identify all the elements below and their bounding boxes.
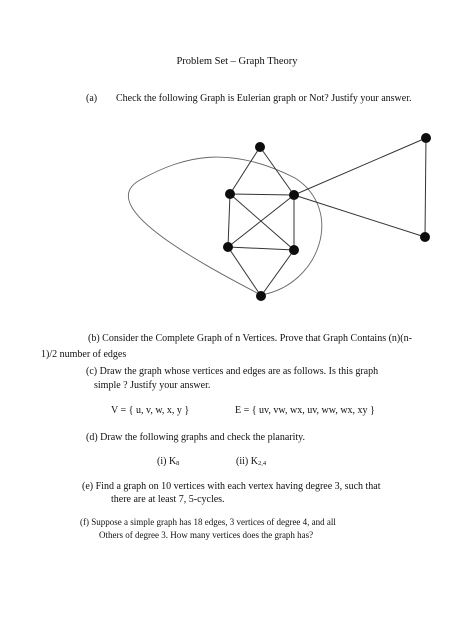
graph-edge	[425, 138, 426, 237]
graph-edge	[230, 194, 294, 195]
question-e-line1: (e) Find a graph on 10 vertices with each vertex having degree 3, such that	[82, 481, 381, 492]
question-a-label: (a)	[86, 93, 98, 104]
graph-vertex	[420, 232, 430, 242]
graph-vertex	[421, 133, 431, 143]
graph-edge	[294, 195, 425, 237]
graph-edge	[228, 247, 261, 296]
graph-edge	[228, 195, 294, 247]
question-a-text: Check the following Graph is Eulerian graph or Not? Justify your answer.	[116, 93, 412, 104]
vertex-set: V = { u, v, w, x, y }	[111, 405, 190, 416]
graph-edge	[261, 250, 294, 296]
question-f-line2: Others of degree 3. How many vertices does the graph has?	[99, 530, 314, 540]
graph-edge	[228, 194, 230, 247]
graph-vertex	[255, 142, 265, 152]
graph-vertex	[223, 242, 233, 252]
question-d-text: (d) Draw the following graphs and check the planarity.	[86, 432, 305, 443]
graph-edge	[228, 247, 294, 250]
edge-set: E = { uv, vw, wx, uv, ww, wx, xy }	[235, 405, 375, 416]
question-b-line1: (b) Consider the Complete Graph of n Vertices. Prove that Graph Contains (n)(n-	[88, 333, 412, 344]
graph-k8-label: (i) $K_8$	[157, 456, 180, 467]
graph-vertex	[225, 189, 235, 199]
page-title: Problem Set – Graph Theory	[176, 56, 298, 67]
graph-vertex	[256, 291, 266, 301]
graph-edge	[230, 147, 260, 194]
question-f-line1: (f) Suppose a simple graph has 18 edges, 3 vertices of degree 4, and all	[80, 517, 336, 527]
graph-edge	[260, 147, 294, 195]
question-b-line2: 1)/2 number of edges	[41, 349, 127, 360]
graph-loop-curve	[128, 157, 321, 295]
question-c-line2: simple ? Justify your answer.	[94, 380, 211, 391]
graph-edge	[294, 138, 426, 195]
question-c-line1: (c) Draw the graph whose vertices and edges are as follows. Is this graph	[86, 366, 379, 377]
graph-vertex	[289, 245, 299, 255]
question-e-line2: there are at least 7, 5-cycles.	[111, 494, 225, 505]
graph-vertex	[289, 190, 299, 200]
graph-k24-label: (ii) $K_{2,4}$	[236, 456, 267, 467]
